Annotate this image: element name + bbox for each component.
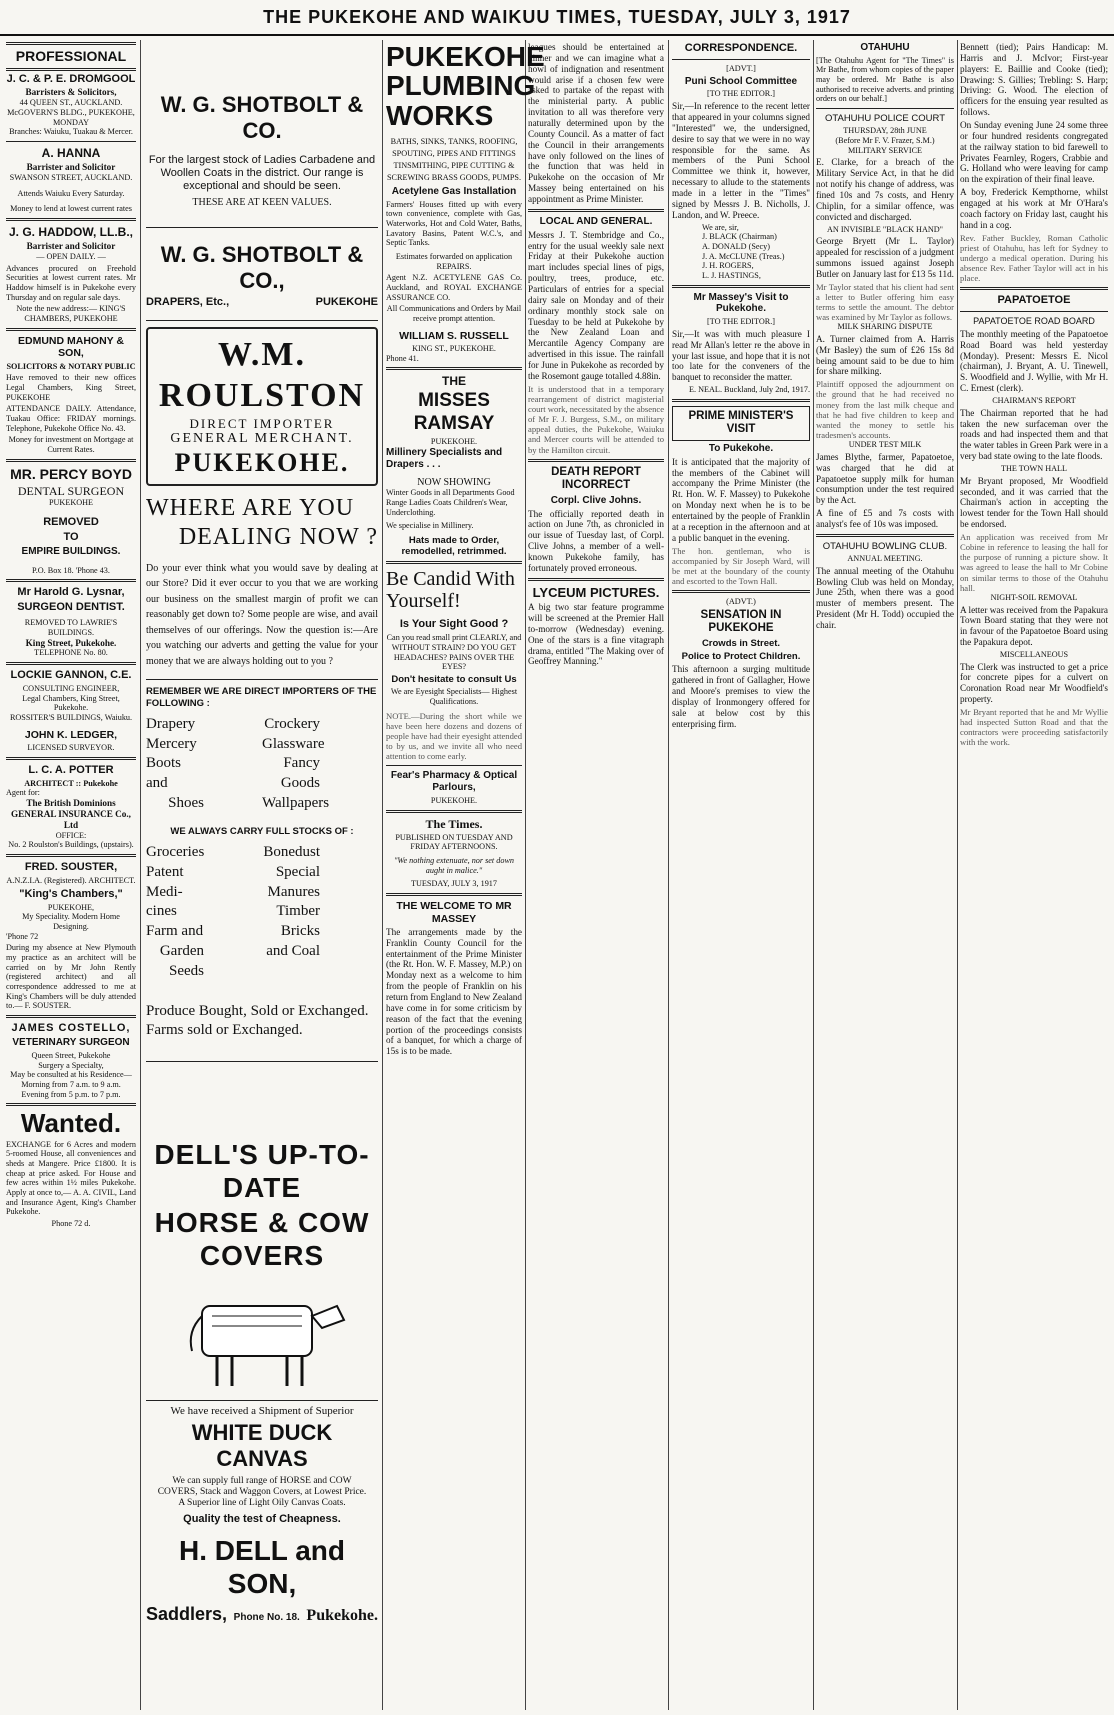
- test-heading: UNDER TEST MILK: [848, 440, 922, 450]
- stock-item: and Coal: [266, 942, 320, 959]
- hanna-ad: [6, 146, 136, 214]
- column-rule: [957, 40, 958, 1710]
- stock-item: Manures: [267, 883, 320, 900]
- firm-name: J. C. & P. E. DROMGOOL: [6, 72, 136, 85]
- ramsay-town: PUKEKOHE.: [430, 437, 478, 447]
- court-body2: George Bryett (Mr L. Taylor) appealed for rescission of a judgment summons issued against Joseph Butler on January last for £13 5s 11d.: [816, 236, 954, 279]
- importers-list: [146, 715, 378, 814]
- farewell-body: On Sunday evening June 24 some three or four hundred residents congregated at the railway station to bid farewell to Privates Fearnley, Rogers, Crabbie and G. Holland who were leaving for camp on the expiration of their final leave.: [960, 120, 1108, 185]
- pm-heading: PRIME MINISTER'S VISIT: [672, 406, 810, 441]
- firm-role: SOLICITORS & NOTARY PUBLIC: [6, 361, 136, 371]
- importer-item: Fancy Goods: [280, 755, 320, 792]
- firm-name: J. G. HADDOW, LL.B.,: [8, 225, 133, 240]
- firm-box: P.O. Box 18. 'Phone 43.: [32, 565, 110, 575]
- importer-item: Crockery: [264, 715, 320, 732]
- professional-column: [6, 40, 136, 1710]
- misc-body: The Clerk was instructed to get a price for concrete pipes for a culvert on Coronation Road near Mr Woodfield's property.: [960, 661, 1108, 705]
- board-body: The monthly meeting of the Papatoetoe Road Board was held yesterday (Monday). Present: Messrs E. Nicol (chairman), J. Bryant, A. U. Tinewell, S. Woodfield and J. Wyllie, with Mr H. C. Ernest (clerk).: [960, 328, 1108, 394]
- stock-item: Bonedust: [263, 843, 320, 860]
- firm-role: ARCHITECT :: Pukekohe: [24, 778, 118, 788]
- plumbing-acetylene: Acetylene Gas Installation: [391, 185, 517, 197]
- shotbolt-drapers: DRAPERS, Etc.,: [146, 295, 230, 308]
- dell-name: H. DELL and SON,: [179, 1535, 345, 1600]
- firm-tel: TELEPHONE No. 80.: [34, 648, 108, 658]
- military-heading: MILITARY SERVICE: [847, 145, 923, 155]
- firm-consult: May be consulted at his Residence—: [10, 1070, 132, 1080]
- firm-note: Attends Waiuku Every Saturday.: [17, 188, 125, 198]
- sensation-heading: SENSATION IN PUKEKOHE: [700, 608, 782, 635]
- welcome-body: The arrangements made by the Franklin County Council for the entertainment of the Prime Minister (the Rt. Hon. W. F. Massey, M.P.) on Monday next as a welcome to him from the people of Franklin on his return from England to New Zealand have come in for some criticism by reason of the fact that the evening portion of the proceedings consists of a banquet, for which a charge of 15s is to be made.: [386, 926, 522, 1057]
- massey-sign: E. NEAL. Buckland, July 2nd, 1917.: [689, 385, 810, 395]
- firm-company: The British Dominions GENERAL INSURANCE Co., Ltd: [11, 798, 131, 830]
- stock-item: Farm and: [146, 923, 204, 940]
- dell-phone: Phone No. 18.: [233, 1612, 300, 1624]
- roulston-line: GENERAL MERCHANT.: [170, 431, 354, 447]
- wanted-body: EXCHANGE for 6 Acres and modern 5-roomed House, all conveniences and sheds at Mangere. Price £1800. It is cheap at price asked. For House and few acres within 1½ miles Pukekohe. Apply at once to,— A. A. CIVIL, Land and Insurance Agent, King's Chamber Pukekohe.: [6, 1139, 136, 1217]
- roulston-town: PUKEKOHE.: [174, 447, 350, 477]
- shotbolt-name: W. G. SHOTBOLT & CO.: [160, 92, 364, 143]
- roulston-logo: [146, 327, 378, 486]
- column-rule: [140, 40, 141, 1710]
- court-date: THURSDAY, 28th JUNE: [843, 126, 927, 136]
- dell-heading: DELL'S UP-TO-DATE: [154, 1138, 370, 1203]
- shotbolt-values: THESE ARE AT KEEN VALUES.: [192, 196, 332, 208]
- court-body: E. Clarke, for a breach of the Military Service Act, in that he did not notify his change of address, was fined 10s and 7s costs, and Henry Chiplin, for a similar offence, was convicted and discharged.: [816, 157, 954, 222]
- otahuhu-intro: [The Otahuhu Agent for "The Times" is Mr Bathe, from whom copies of the paper may be ordered. Mr Bathe is also authorised to receive adverts. and printing orders on our behalf.]: [816, 55, 954, 104]
- masthead: THE PUKEKOHE AND WAIKUU TIMES, TUESDAY, JULY 3, 1917: [0, 0, 1114, 36]
- merchant-column: [146, 40, 378, 1710]
- firm-open: — OPEN DAILY. —: [36, 252, 106, 262]
- sensation-advt: (ADVT.): [726, 597, 756, 607]
- to-label: TO: [63, 530, 79, 543]
- ramsay-body: Winter Goods in all Departments Good Range Ladies Coats Children's Wear, Underclothing.: [386, 488, 515, 517]
- milk-heading: MILK SHARING DISPUTE: [837, 322, 933, 332]
- removed-label: REMOVED: [43, 515, 99, 528]
- building-label: EMPIRE BUILDINGS.: [21, 545, 121, 557]
- death-heading: DEATH REPORT INCORRECT: [551, 465, 641, 492]
- local-heading: LOCAL AND GENERAL.: [539, 215, 653, 227]
- stocks-list: [146, 843, 378, 982]
- firm-address: SWANSON STREET, AUCKLAND.: [9, 173, 133, 183]
- dromgool-ad: [6, 73, 136, 138]
- firm-role: Barristers & Solicitors,: [25, 87, 117, 98]
- sensation-sub: Crowds in Street.: [701, 637, 781, 649]
- candid-heading: Be Candid With Yourself!: [386, 568, 515, 613]
- ramsay-name: MISSES RAMSAY: [413, 390, 495, 434]
- shotbolt-name: W. G. SHOTBOLT & CO.,: [160, 241, 364, 293]
- fear-name: Fear's Pharmacy & Optical Parlours,: [390, 770, 518, 794]
- firm-morning: Morning from 7 a.m. to 9 a.m.: [21, 1079, 121, 1089]
- importer-item: Wallpapers: [262, 794, 330, 811]
- firm-address: Note the new address:— KING'S CHAMBERS, PUKEKOHE: [16, 304, 126, 324]
- firm-name: EDMUND MAHONY & SON,: [18, 334, 124, 360]
- importer-item: Drapery: [146, 715, 196, 732]
- signature-line: J. A. McCLUNE (Treas.): [702, 251, 785, 261]
- importer-item: Shoes: [168, 794, 204, 811]
- firm-address: Queen Street, Pukekohe: [31, 1050, 111, 1060]
- soil-heading: NIGHT-SOIL REMOVAL: [990, 592, 1078, 602]
- firm-role: Barrister and Solicitor: [26, 241, 116, 252]
- wanted-ad: [6, 1110, 136, 1228]
- signature-line: J. BLACK (Chairman): [702, 232, 777, 242]
- firm-chambers: "King's Chambers,": [19, 887, 123, 900]
- potter-ad: [6, 764, 136, 850]
- black-hand-heading: AN INVISIBLE "BLACK HAND": [826, 224, 944, 234]
- column-six: OTAHUHU [The Otahuhu Agent for "The Times" is Mr Bathe, from whom copies of the paper may be ordered. Mr Bathe is also authorised to receive adverts. and printing orders on our behalf.] OTAHUHU POLICE COURT THURSDAY, 28th JUNE (Before Mr F. V. Frazer, S.M.) MILITARY SERVICE E. Clarke, for a breach of the Military Service Act, in that he did not notify his change of address, was fined 10s and 7s costs, and Henry Chiplin, for a similar offence, was convicted and discharged. AN INVISIBLE "BLACK HAND" George Bryett (Mr L. Taylor) appealed for rescission of a judgment summons issued against Joseph Butler on January last for £13 5s 11d. Mr Taylor stated that his client had sent a letter to Butler offering him easy terms to settle the amount. The debtor was examined by Mr Taylor as follows. MILK SHARING DISPUTE A. Turner claimed from A. Harris (Mr Basley) the sum of £26 15s 8d being amount said to be due to him for share milking. Plaintiff opposed the adjournment on the ground that he had received no money from the last milk cheque and that he had five children to keep and wanted the money to settle his tradesmen's accounts. UNDER TEST MILK James Blythe, farmer, Papatoetoe, was charged that he did at Papatoetoe supply milk for human consumption under the test required by the Act. A fine of £5 and 7s costs with analyst's fee of 10s was imposed. OTAHUHU BOWLING CLUB. ANNUAL MEETING. The annual meeting of the Otahuhu Bowling Club was held on Monday, June 25th, when there was a good muster of members present. The President (Mr H. Todd) occupied the chair.: [816, 42, 954, 631]
- lyceum-heading: LYCEUM PICTURES.: [532, 584, 660, 600]
- death-sub: Corpl. Clive Johns.: [550, 494, 642, 506]
- firm-name: JOHN K. LEDGER,: [24, 728, 118, 741]
- firm-name: L. C. A. POTTER: [28, 763, 114, 776]
- firm-address: ROSSITER'S BUILDINGS, Waiuku.: [9, 713, 133, 723]
- section-heading: PROFESSIONAL: [6, 42, 136, 71]
- ramsay-spec2: We specialise in Millinery.: [386, 521, 474, 531]
- firm-address: No. 2 Roulston's Buildings, (upstairs).: [8, 840, 134, 850]
- times-name: The Times.: [425, 816, 483, 831]
- misc-heading: MISCELLANEOUS: [999, 649, 1069, 659]
- court-heading: OTAHUHU POLICE COURT: [825, 113, 945, 125]
- firm-body: Advances procured on Freehold Securities at lowest current rates. Mr Haddow himself is in Pukekohe every Thursday and on regular sale days.: [6, 263, 136, 302]
- ramsay-spec: Millinery Specialists and Drapers . . .: [386, 446, 503, 470]
- importer-item: Boots and: [146, 755, 182, 792]
- stocks-heading: WE ALWAYS CARRY FULL STOCKS OF :: [170, 825, 354, 837]
- dell-canvas: WHITE DUCK CANVAS: [191, 1419, 333, 1471]
- firm-role: Barrister and Solicitor: [26, 162, 116, 173]
- candid-consult: Don't hesitate to consult Us: [391, 674, 517, 686]
- article-continued: leagues should be entertained at dinner and we can imagine what a howl of indignation and resentment would arise if a chosen few were asked to partake of the repast with the ministerial party. A public invitation to all was therefore very naturally determined upon by the County Council. As a matter of fact the Council in their arrangements have only followed on the lines of the function that was held in Pukekohe on the occasion of Mr Massey being entertained on his appointment as Prime Minister.: [528, 42, 664, 205]
- cow-cover-illustration: [172, 1276, 352, 1396]
- court-body3: A. Turner claimed from A. Harris (Mr Basley) the sum of £26 15s 8d being amount said to be due to him for share milking.: [816, 333, 954, 377]
- firm-role: CONSULTING ENGINEER,: [22, 684, 120, 694]
- puni-heading: Puni School Committee: [684, 75, 798, 87]
- column-five: CORRESPONDENCE. [ADVT.] Puni School Committee [TO THE EDITOR.] Sir,—In reference to the recent letter that appeared in your columns signed "Interested" we, the undersigned, desire to say that we were in no way responsible for the same. As members of the Puni School Committee we think it, however, necessary to allude to the statements made in a letter in the "Times" signed by Messrs J. B. Nicholls, J. Landon, and W. Preece. We are, sir, J. BLACK (Chairman) A. DONALD (Secy) J. A. McCLUNE (Treas.) J. H. ROGERS, L. J. HASTINGS, Mr Massey's Visit to Pukekohe. [TO THE EDITOR.] Sir,—It was with much pleasure I read Mr Allan's letter re the above in your last issue, and hope that it is not too late for the conveners of the banquet to reconsider the matter. E. NEAL. Buckland, July 2nd, 1917. PRIME MINISTER'S VISIT To Pukekohe. It is anticipated that the majority of the members of the Cabinet will accompany the Prime Minister (the Rt. Hon. W. F. Massey) to Pukekohe on Monday next when he is to be entertained by the people of Franklin at a reception in the afternoon and at a public banquet in the evening. The hon. gentleman, who is accompanied by Sir Joseph Ward, will be met at the boundary of the county and escorted to the Town Hall. (ADVT.) SENSATION IN PUKEKOHE Crowds in Street. Police to Protect Children. This afternoon a surging multitude gathered in front of Gallagher, Howe and Moore's premises to view the display of Ironmongery offered for sale at below cost by this enterprising firm.: [672, 42, 810, 729]
- times-published: PUBLISHED ON TUESDAY AND FRIDAY AFTERNOONS.: [395, 832, 513, 852]
- firm-phone: 'Phone 72: [6, 931, 39, 941]
- massey-body: Sir,—It was with much pleasure I read Mr Allan's letter re the above in your last issue, and hope that it is not too late for the conveners of the banquet to reconsider the matter.: [672, 328, 810, 383]
- dell-received: We have received a Shipment of Superior: [170, 1404, 354, 1417]
- dealing-heading: WHERE ARE YOU: [146, 495, 355, 522]
- column-seven: Bennett (tied); Pairs Handicap: M. Harris and J. McIvor; First-year players: E. Baillie and Cooke (tied); Drawing: S. Gillies; Trebling: S. Harp; Driving: G. Wood. The election of officers for the ensuing year resulted as follows. On Sunday evening June 24 some three or four hundred residents congregated at the railway station to bid farewell to Privates Fearnley, Rogers, Crabbie and G. Holland who were leaving for camp on the expiration of their final leave. A boy, Frederick Kempthorne, whilst engaged at his work at Mr O'Hara's coach factory on Friday last, caught his hand in a cog. Rev. Father Buckley, Roman Catholic priest of Otahuhu, has left for Sydney to undergo a medical operation. During his absence Rev. Father Taylor will act in his place. PAPATOETOE PAPATOETOE ROAD BOARD The monthly meeting of the Papatoetoe Road Board was held yesterday (Monday). Present: Messrs E. Nicol (chairman), J. Bryant, A. U. Tinewell, S. Woodfield and J. Wyllie, with Mr H. C. Ernest (clerk). CHAIRMAN'S REPORT The Chairman reported that he had taken the new surfaceman over the roads and had inspected them and that the water tables in Green Park were in a very bad state owing to the late floods. THE TOWN HALL Mr Bryant proposed, Mr Woodfield seconded, and it was carried that the Chairman's action in accepting the lowest tender for the Town Hall should be endorsed. An application was received from Mr Cobine in reference to leasing the hall for the purpose of running a picture show. It was agreed to lease the hall to Mr Cobine on similar terms to those of the Otahuhu hall. NIGHT-SOIL REMOVAL A letter was received from the Papakura Town Board stating that they were not in favour of the Papatoetoe Board using the Papakura depot. MISCELLANEOUS The Clerk was instructed to get a price for concrete pipes for a culvert on Coronation Road near Mr Woodfield's property. Mr Bryant reported that he and Mr Wyllie had inspected Sutton Road and that the contractors were proceeding satisfactorily with the work.: [960, 42, 1108, 748]
- boyd-ad: [6, 466, 136, 576]
- sensation-sub2: Police to Protect Children.: [681, 651, 801, 663]
- stock-item: Timber: [276, 903, 320, 920]
- massey-heading: Mr Massey's Visit to Pukekohe.: [693, 291, 789, 315]
- candid-note: We are Eyesight Specialists— Highest Qualifications.: [390, 687, 518, 706]
- dealing-body: Do your ever think what you would save by dealing at our Store? Did it ever occur to you that we are working our business on the smallest margin of profit we can reasonably get down to? Some people are wise, and avail themselves of our offerings. Now the question is:—Are you watching our adverts and getting the value for your money that we are always holding out to you ?: [146, 562, 378, 667]
- dealing-heading: DEALING NOW ?: [178, 523, 378, 550]
- bowling-heading: OTAHUHU BOWLING CLUB.: [822, 540, 948, 552]
- papatoetoe-heading: PAPATOETOE: [997, 294, 1071, 307]
- firm-removed: REMOVED TO LAWRIE'S BUILDINGS.: [24, 618, 118, 637]
- local-body: Messrs J. T. Stembridge and Co., entry for the usual weekly sale next Friday at their Pukekohe auction mart includes special lines of pigs, poultry, trees, produce, etc. Particulars of entries for a special dairy sale on Monday and of their ordinary monthly stock sale on Tuesday to be held at Pukekohe by the New Zealand Loan and Mercantile Agency Company are advertised in this issue. The rainfall for June in Pukekohe as recorded by the Rosemont gauge totalled 4.88in.: [528, 229, 664, 381]
- firm-role: LICENSED SURVEYOR.: [27, 743, 115, 753]
- firm-name: Mr Harold G. Lysnar,: [17, 586, 125, 599]
- column-rule: [813, 40, 814, 1710]
- town-hall-body: Mr Bryant proposed, Mr Woodfield seconded, and it was carried that the Chairman's action in accepting the lowest tender for the Town Hall should be endorsed.: [960, 475, 1108, 530]
- sensation-body: This afternoon a surging multitude gathered in front of Gallagher, Howe and Moore's premises to view the display of Ironmongery offered for sale at below cost by this enterprising firm.: [672, 664, 810, 729]
- firm-role: A.N.Z.I.A. (Registered). ARCHITECT.: [6, 876, 136, 886]
- pm-sub: To Pukekohe.: [708, 442, 774, 454]
- puni-editor: [TO THE EDITOR.]: [707, 89, 775, 99]
- dell-saddlers: Saddlers,: [146, 1604, 228, 1625]
- importer-item: Mercery: [146, 735, 197, 752]
- firm-branches: Branches: Waiuku, Tuakau & Mercer.: [9, 127, 133, 137]
- court-fine: A fine of £5 and 7s costs with analyst's fee of 10s was imposed.: [816, 508, 954, 529]
- firm-money: Money for investment on Mortgage at Current Rates.: [8, 435, 134, 454]
- court-before: (Before Mr F. V. Frazer, S.M.): [835, 136, 935, 146]
- shotbolt-line: For the largest stock of Ladies Carbadene and Woollen Coats in the district. Our range is exceptional and should be seen.: [148, 153, 376, 192]
- firm-name: A. HANNA: [41, 146, 101, 161]
- firm-town: PUKEKOHE,: [47, 902, 95, 912]
- plumbing-addr: KING ST., PUKEKOHE.: [412, 343, 496, 353]
- plumbing-repairs: Estimates forwarded on application REPAIRS.: [395, 251, 513, 271]
- signature-line: L. J. HASTINGS,: [702, 270, 761, 280]
- board-heading: PAPATOETOE ROAD BOARD: [973, 316, 1095, 327]
- ramsay-showing: NOW SHOWING: [417, 476, 491, 488]
- soil-body: A letter was received from the Papakura Town Board stating that they were not in favour of the Papatoetoe Board using the Papakura depot.: [960, 604, 1108, 648]
- signature-line: J. H. ROGERS,: [702, 261, 754, 271]
- dell-quality: Quality the test of Cheapness.: [183, 1513, 341, 1526]
- ramsay-the: THE: [442, 374, 466, 389]
- haddow-ad: [6, 225, 136, 324]
- firm-role: DENTAL SURGEON: [17, 484, 125, 499]
- plumbing-body: BATHS, SINKS, TANKS, ROOFING, SPOUTING, PIPES AND FITTINGS TINSMITHING, PIPE CUTTING & SCREWING BRASS GOODS, PUMPS.: [387, 137, 521, 182]
- ramsay-hats: Hats made to Order, remodelled, retrimmed.: [401, 535, 507, 558]
- firm-name: JAMES COSTELLO,: [11, 1022, 131, 1035]
- firm-money: Money to lend at lowest current rates: [10, 204, 132, 214]
- times-date: TUESDAY, JULY 3, 1917: [411, 879, 497, 889]
- firm-name: MR. PERCY BOYD: [10, 465, 132, 482]
- bowling-sub: ANNUAL MEETING.: [847, 554, 923, 564]
- signature-line: We are, sir,: [702, 222, 739, 232]
- firm-address: 44 QUEEN ST., AUCKLAND.: [19, 98, 123, 108]
- accident-body: A boy, Frederick Kempthorne, whilst engaged at his work at Mr O'Hara's coach factory on Friday last, caught his hand in a cog.: [960, 187, 1108, 230]
- corr-advt: [ADVT.]: [726, 63, 756, 73]
- gannon-ad: [6, 669, 136, 753]
- death-body: The officially reported death in action on June 7th, as chronicled in our issue of Tuesday last, of Corpl. Clive Johns, a member of a well-known Pukekohe family, has fortunately proved erroneous.: [528, 508, 664, 573]
- firm-body: During my absence at New Plymouth my practice as an architect will be carried on by Mr John Rently (registered architect) and all correspondence addressed to me at King's Chambers will be duly attended to.— F. SOUSTER.: [6, 943, 136, 1011]
- firm-role: SURGEON DENTIST.: [17, 601, 125, 614]
- souster-ad: [6, 861, 136, 1011]
- firm-days: ATTENDANCE DAILY. Attendance, Tuakau Office: FRIDAY mornings. Telephone, Pukekohe Office No. 43.: [6, 404, 136, 433]
- roulston-line: DIRECT IMPORTER: [189, 415, 335, 431]
- firm-street: King Street, Pukekohe.: [25, 637, 117, 648]
- fear-town: PUKEKOHE.: [430, 795, 478, 805]
- costello-ad: [6, 1022, 136, 1099]
- column-four: leagues should be entertained at dinner and we can imagine what a howl of indignation and resentment would arise if a chosen few were asked to partake of the repast with the ministerial party. A public invitation to all was therefore very naturally determined upon by the County Council. As a matter of fact the Council in their arrangements have only followed on the lines of the function that was held in Pukekohe on the occasion of Mr Massey being entertained on his appointment as Prime Minister. LOCAL AND GENERAL. Messrs J. T. Stembridge and Co., entry for the usual weekly sale next Friday at their Pukekohe auction mart includes special lines of pigs, poultry, trees, produce, etc. Particulars of entries for a special dairy sale on Monday and of their ordinary monthly stock sale on Tuesday to be held at Pukekohe by the New Zealand Loan and Mercantile Agency Company are advertised in this issue. The rainfall for June in Pukekohe as recorded by the Rosemont gauge totalled 4.88in. It is understood that in a temporary rearrangement of district magisterial court work, necessitated by the absence of Mr F. J. Burgess, S.M., on military appeal duties, the Pukekohe, Waiuku and Mercer courts will be attended to by the Hamilton circuit. DEATH REPORT INCORRECT Corpl. Clive Johns. The officially reported death in action on June 7th, as chronicled in our issue of Tuesday last, of Corpl. Clive Johns, a member of a well-known Pukekohe family, has fortunately proved erroneous. LYCEUM PICTURES. A big two star feature programme will be screened at the Premier Hall to-morrow (Wednesday) evening. One of the stars is a fine vitagraph drama, entitled "The Making over of Geoffrey Manning.": [528, 42, 665, 667]
- massey-editor: [TO THE EDITOR.]: [707, 317, 775, 327]
- column-rule: [525, 40, 526, 1710]
- column-three: PUKEKOHE PLUMBING WORKS BATHS, SINKS, TANKS, ROOFING, SPOUTING, PIPES AND FITTINGS TINSMITHING, PIPE CUTTING & SCREWING BRASS GOODS, PUMPS. Acetylene Gas Installation Farmers' Houses fitted up with every town convenience, complete with Gas, Waterworks, Hot and Cold Water, Baths, Lavatory Basins, Patent W.C.'s, and Septic Tanks. Estimates forwarded on application REPAIRS. Agent N.Z. ACETYLENE GAS Co. Auckland, and ROYAL EXCHANGE ASSURANCE CO. All Communications and Orders by Mail receive prompt attention. WILLIAM S. RUSSELL KING ST., PUKEKOHE. Phone 41. THE MISSES RAMSAY PUKEKOHE. Millinery Specialists and Drapers . . . NOW SHOWING Winter Goods in all Departments Good Range Ladies Coats Children's Wear, Underclothing. We specialise in Millinery. Hats made to Order, remodelled, retrimmed. Be Candid With Yourself! Is Your Sight Good ? Can you read small print CLEARLY, and WITHOUT STRAIN? DO YOU GET HEADACHES? PAINS OVER THE EYES? Don't hesitate to consult Us We are Eyesight Specialists— Highest Qualifications. NOTE.—During the short while we have been here dozens and dozens of people have had their eyesight attended to by us, and we invite all who need attention to come early. Fear's Pharmacy & Optical Parlours, PUKEKOHE. The Times. PUBLISHED ON TUESDAY AND FRIDAY AFTERNOONS. "We nothing extenuate, nor set down aught in malice." TUESDAY, JULY 3, 1917 THE WELCOME TO MR MASSEY The arrangements made by the Franklin County Council for the entertainment of the Prime Minister (the Rt. Hon. W. F. Massey, M.P.) on Monday next as a welcome to him from the people of Franklin on his return from England to New Zealand have come in for some criticism by reason of the fact that the evening portion of the proceedings consists of a banquet, for which a charge of 15s is to be made.: [386, 41, 545, 1057]
- firm-office: OFFICE:: [55, 830, 87, 840]
- firm-address: Legal Chambers, King Street, Pukekohe.: [22, 693, 120, 713]
- importers-heading: REMEMBER WE ARE DIRECT IMPORTERS OF THE FOLLOWING :: [146, 686, 377, 709]
- firm-role: VETERINARY SURGEON: [12, 1037, 130, 1049]
- stock-item: Garden Seeds: [159, 942, 204, 979]
- plumbing-body2: Farmers' Houses fitted up with every town convenience, complete with Gas, Waterworks, Hot and Cold Water, Baths, Lavatory Basins, Patent W.C.'s, and Septic Tanks.: [386, 199, 522, 248]
- roulston-name: W.M. ROULSTON: [158, 336, 366, 414]
- pm-body: It is anticipated that the majority of the members of the Cabinet will accompany the Prime Minister (the Rt. Hon. W. F. Massey) to Pukekohe on Monday next when he is to be entertained by the people of Franklin at a reception in the afternoon and at a public banquet in the evening.: [672, 456, 810, 543]
- puni-body: Sir,—In reference to the recent letter that appeared in your columns signed "Interested" we, the undersigned, desire to say that we were in no way responsible for the same. As members of the Puni School Committee we think it, however, necessary to allude to the statements made in a letter in the "Times" signed by Messrs J. B. Nicholls, J. Landon, and W. Preece.: [672, 101, 810, 220]
- otahuhu-heading: OTAHUHU: [860, 42, 910, 53]
- lysnar-ad: [6, 586, 136, 658]
- puni-signatures: [672, 223, 810, 281]
- firm-town: PUKEKOHE: [48, 498, 94, 508]
- times-motto: "We nothing extenuate, nor set down aught in malice.": [393, 856, 515, 875]
- corr-heading: CORRESPONDENCE.: [684, 42, 798, 54]
- shotbolt-town: PUKEKOHE: [315, 295, 378, 308]
- plumbing-phone: Phone 41.: [386, 353, 419, 363]
- plumbing-comms: All Communications and Orders by Mail receive prompt attention.: [386, 304, 522, 323]
- bowling-continued: Bennett (tied); Pairs Handicap: M. Harris and J. McIvor; First-year players: E. Baillie and Cooke (tied); Drawing: S. Gillies; Trebling: S. Harp; Driving: G. Wood. The election of officers for the ensuing year resulted as follows.: [960, 42, 1108, 118]
- lyceum-body: A big two star feature programme will be screened at the Premier Hall to-morrow (Wednesday) evening. One of the stars is a fine vitagraph drama, entitled "The Making over of Geoffrey Manning.": [528, 602, 664, 667]
- firm-evening: Evening from 5 p.m. to 7 p.m.: [21, 1089, 121, 1099]
- signature-line: A. DONALD (Secy): [702, 241, 770, 251]
- plumbing-name: WILLIAM S. RUSSELL: [399, 329, 509, 342]
- firm-agent: Agent for:: [6, 788, 40, 798]
- stock-item: Groceries: [146, 843, 205, 860]
- plumbing-agent: Agent N.Z. ACETYLENE GAS Co. Auckland, and ROYAL EXCHANGE ASSURANCE CO.: [386, 273, 522, 302]
- chairman-body: The Chairman reported that he had taken the new surfaceman over the roads and had inspected them and that the water tables in Green Park were in a very bad state owing to the late floods.: [960, 407, 1108, 462]
- stock-item: Special: [275, 863, 320, 880]
- firm-address: McGOVERN'S BLDG., PUKEKOHE, MONDAY: [7, 108, 135, 127]
- chairman-heading: CHAIRMAN'S REPORT: [992, 396, 1076, 406]
- produce-text: Produce Bought, Sold or Exchanged. Farms sold or Exchanged.: [146, 1002, 369, 1039]
- bowling-body: The annual meeting of the Otahuhu Bowling Club was held on Monday, June 25th, when there was a good muster of members present. The President (Mr H. Todd) occupied the chair.: [816, 565, 954, 631]
- firm-body: Have removed to their new offices Legal Chambers, King Street, PUKEKOHE: [6, 373, 136, 402]
- candid-body: Can you read small print CLEARLY, and WITHOUT STRAIN? DO YOU GET HEADACHES? PAINS OVER THE EYES?: [386, 633, 522, 672]
- plumbing-heading: PUKEKOHE PLUMBING WORKS: [386, 41, 545, 131]
- wanted-phone: Phone 72 d.: [51, 1218, 91, 1228]
- importer-item: Glassware: [262, 735, 325, 752]
- dell-town: Pukekohe.: [306, 1607, 378, 1625]
- dell-body: We can supply full range of HORSE and COW COVERS, Stack and Waggon Covers, at Lowest Price. A Superior line of Light Oily Canvas Coats.: [157, 1475, 367, 1508]
- column-rule: [668, 40, 669, 1710]
- dell-heading: HORSE & COW COVERS: [154, 1206, 370, 1271]
- column-rule: [382, 40, 383, 1710]
- stock-item: Patent Medi-: [146, 863, 184, 900]
- firm-spec: My Speciality. Modern Home Designing.: [22, 912, 120, 932]
- stock-item: cines: [146, 903, 177, 920]
- firm-name: LOCKIE GANNON, C.E.: [10, 669, 132, 682]
- candid-question: Is Your Sight Good ?: [399, 618, 509, 631]
- firm-name: FRED. SOUSTER,: [24, 861, 118, 874]
- wanted-title: Wanted.: [20, 1108, 122, 1139]
- firm-spec: Surgery a Specialty,: [38, 1060, 104, 1070]
- welcome-heading: THE WELCOME TO MR MASSEY: [396, 900, 512, 925]
- town-hall-heading: THE TOWN HALL: [1000, 464, 1068, 474]
- mahony-ad: [6, 335, 136, 455]
- stock-item: Bricks: [280, 923, 320, 940]
- court-body4: James Blythe, farmer, Papatoetoe, was charged that he did at Papatoetoe supply milk for human consumption under the test required by the Act.: [816, 451, 954, 506]
